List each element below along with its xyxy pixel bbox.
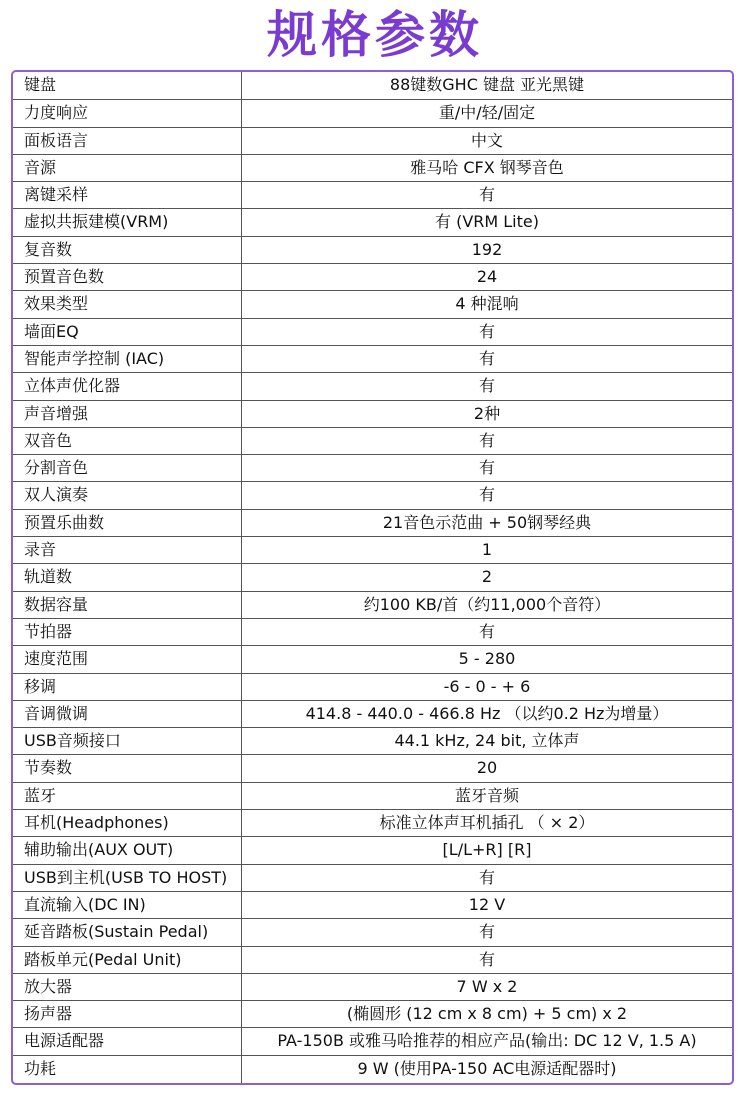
spec-label: USB音频接口: [13, 728, 242, 754]
spec-label: 移调: [13, 674, 242, 700]
spec-label: 数据容量: [13, 592, 242, 618]
spec-value: 中文: [470, 130, 503, 150]
spec-label: 节奏数: [13, 755, 242, 781]
spec-value: 88键数GHC 键盘 亚光黑键: [389, 75, 585, 94]
spec-label: 辅助输出(AUX OUT): [13, 837, 242, 863]
spec-label: 耳机(Headphones): [13, 810, 242, 836]
spec-label: 功耗: [13, 1056, 242, 1083]
spec-value: 9 W (使用PA-150 AC电源适配器时): [357, 1058, 617, 1078]
spec-row: [13, 727, 732, 754]
spec-row: [13, 509, 732, 536]
page-title: 规格参数: [267, 6, 483, 64]
spec-label: 虚拟共振建模(VRM): [13, 209, 242, 235]
spec-value: (椭圆形 (12 cm x 8 cm) + 5 cm) x 2: [346, 1004, 628, 1024]
spec-label: 离键采样: [13, 182, 242, 208]
spec-label: 延音踏板(Sustain Pedal): [13, 919, 242, 945]
spec-row: [13, 1055, 732, 1083]
spec-label: 轨道数: [13, 564, 242, 590]
spec-value: 5 - 280: [458, 649, 516, 669]
spec-value: 蓝牙音频: [454, 785, 519, 805]
spec-label: 分割音色: [13, 455, 242, 481]
spec-value: 有: [478, 949, 495, 969]
spec-value: 有: [478, 185, 495, 205]
spec-label: 立体声优化器: [13, 373, 242, 399]
spec-row: [13, 700, 732, 727]
spec-label: 放大器: [13, 974, 242, 1000]
spec-value: 有: [478, 458, 495, 478]
spec-row: [13, 946, 732, 973]
spec-row: [13, 673, 732, 700]
spec-row: [13, 208, 732, 235]
spec-row: [13, 1027, 732, 1054]
spec-value: 20: [476, 758, 498, 778]
spec-value: 414.8 - 440.0 - 466.8 Hz （以约0.2 Hz为增量）: [305, 703, 669, 723]
spec-row: [13, 181, 732, 208]
spec-value: 约100 KB/首（约11,000个音符）: [363, 594, 611, 614]
spec-value: 有: [478, 348, 495, 368]
spec-row: [13, 618, 732, 645]
spec-row: [13, 400, 732, 427]
spec-value: 24: [476, 267, 498, 287]
spec-row: [13, 290, 732, 317]
spec-label: 音调微调: [13, 701, 242, 727]
spec-value: 12 V: [468, 894, 506, 914]
spec-value: 44.1 kHz, 24 bit, 立体声: [394, 731, 580, 751]
spec-value: 有: [478, 376, 495, 396]
spec-value: 有: [478, 867, 495, 887]
spec-table: [11, 70, 734, 1085]
spec-value: -6 - 0 - + 6: [443, 676, 531, 696]
spec-row: [13, 754, 732, 781]
spec-label: 录音: [13, 537, 242, 563]
spec-row: [13, 263, 732, 290]
spec-label: 节拍器: [13, 619, 242, 645]
spec-label: 音源: [13, 155, 242, 181]
spec-value: 有: [478, 321, 495, 341]
spec-value: 192: [471, 239, 503, 259]
spec-row: [13, 809, 732, 836]
spec-label: 双人演奏: [13, 482, 242, 508]
spec-label: 速度范围: [13, 646, 242, 672]
spec-value: 有: [478, 922, 495, 942]
spec-row: [13, 72, 732, 99]
spec-value: 1: [481, 540, 493, 560]
spec-value: 2: [481, 567, 493, 587]
spec-label: 踏板单元(Pedal Unit): [13, 947, 242, 973]
spec-value: 有: [478, 485, 495, 505]
spec-row: [13, 918, 732, 945]
spec-value: PA-150B 或雅马哈推荐的相应产品(输出: DC 12 V, 1.5 A): [277, 1031, 697, 1051]
spec-row: [13, 236, 732, 263]
spec-label: 效果类型: [13, 291, 242, 317]
spec-label: 预置音色数: [13, 264, 242, 290]
spec-row: [13, 563, 732, 590]
spec-row: [13, 427, 732, 454]
spec-row: [13, 454, 732, 481]
spec-row: [13, 864, 732, 891]
spec-label: 力度响应: [13, 100, 242, 126]
spec-label: 预置乐曲数: [13, 510, 242, 536]
spec-value: [L/L+R] [R]: [442, 840, 532, 860]
spec-row: [13, 345, 732, 372]
spec-value: 有: [478, 430, 495, 450]
spec-row: [13, 1000, 732, 1027]
spec-row: [13, 645, 732, 672]
spec-label: 墙面EQ: [13, 319, 242, 345]
spec-label: 电源适配器: [13, 1028, 242, 1054]
spec-label: 扬声器: [13, 1001, 242, 1027]
spec-row: [13, 127, 732, 154]
spec-value: 7 W x 2: [456, 976, 518, 996]
spec-label: 声音增强: [13, 401, 242, 427]
spec-value: 标准立体声耳机插孔 （ × 2）: [379, 813, 595, 833]
spec-row: [13, 318, 732, 345]
spec-row: [13, 99, 732, 126]
spec-row: [13, 782, 732, 809]
spec-value: 有 (VRM Lite): [434, 212, 539, 232]
spec-value: 4 种混响: [455, 294, 519, 314]
spec-label: 键盘: [13, 72, 242, 99]
spec-row: [13, 481, 732, 508]
spec-label: USB到主机(USB TO HOST): [13, 865, 242, 891]
spec-label: 面板语言: [13, 128, 242, 154]
spec-row: [13, 836, 732, 863]
spec-label: 复音数: [13, 237, 242, 263]
spec-label: 直流输入(DC IN): [13, 892, 242, 918]
spec-label: 双音色: [13, 428, 242, 454]
spec-row: [13, 372, 732, 399]
spec-row: [13, 154, 732, 181]
spec-value: 有: [478, 621, 495, 641]
spec-value: 2种: [473, 403, 501, 423]
spec-value: 雅马哈 CFX 钢琴音色: [410, 157, 564, 177]
spec-value: 21音色示范曲 + 50钢琴经典: [382, 512, 592, 532]
spec-row: [13, 973, 732, 1000]
spec-row: [13, 536, 732, 563]
spec-row: [13, 891, 732, 918]
spec-label: 蓝牙: [13, 783, 242, 809]
spec-label: 智能声学控制 (IAC): [13, 346, 242, 372]
spec-row: [13, 591, 732, 618]
spec-value: 重/中/轻/固定: [438, 103, 536, 123]
